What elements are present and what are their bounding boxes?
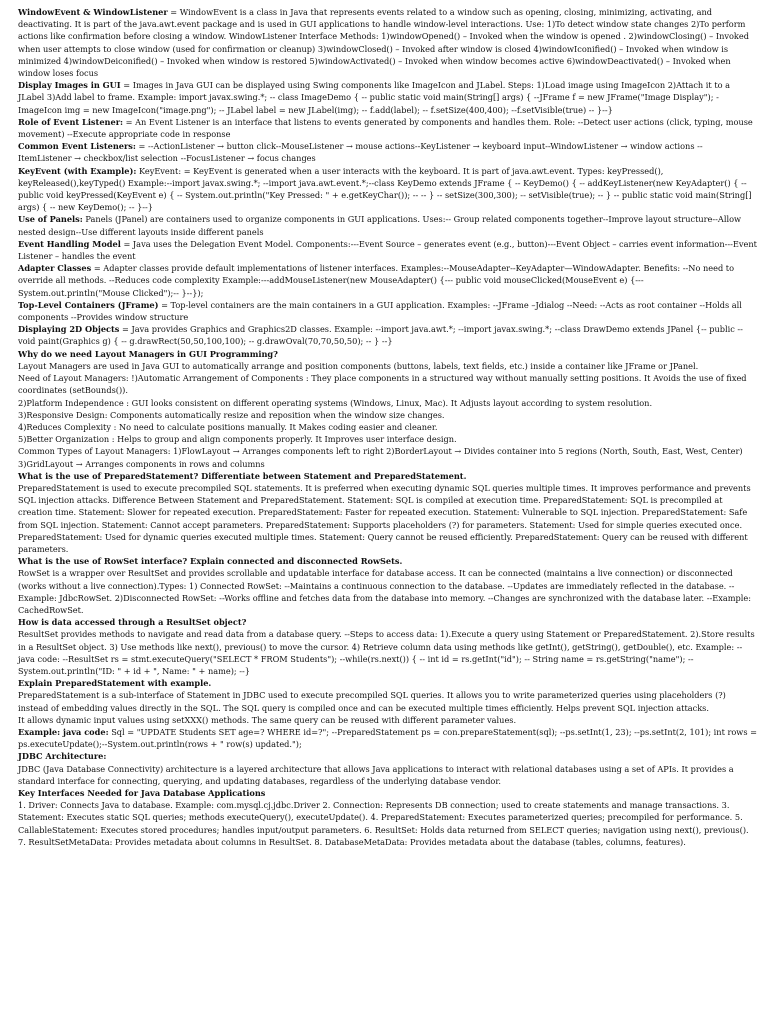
- paragraph-heading: What is the use of RowSet interface? Explain connected and disconnected RowSets.: [18, 556, 403, 567]
- paragraph-text: = An Event Listener is an interface that listens to events generated by components and handles them. Role: --Detect user actions (click, typing, mouse movement) --Execute appropriate code in response: [18, 116, 753, 140]
- paragraph-text: ResultSet provides methods to navigate and read data from a database query. --Steps to access data: 1).Execute a query using Statement or PreparedStatement. 2).Store results in a ResultSet object. 3) Use methods like next(), previous() to move the cursor. 4) Retrieve column data using methods like getInt(), getString(), getDouble(), etc. Example: -- java code: --ResultSet rs = stmt.executeQuery("SELECT * FROM Students"); --while(rs.next()) { -- int id = rs.getInt("id"); -- String name = rs.getString("name"); -- System.out.println("ID: " + id + ", Name: " + name); --}: [18, 629, 755, 676]
- paragraph-heading: What is the use of PreparedStatement? Differentiate between Statement and PreparedStatement.: [18, 470, 467, 481]
- paragraph: [18, 262, 758, 299]
- paragraph-heading: Display Images in GUI: [18, 80, 121, 91]
- paragraph-heading: Use of Panels:: [18, 214, 83, 225]
- paragraph-text: It allows dynamic input values using setXXX() methods. The same query can be reused with different parameter values.: [18, 714, 517, 725]
- paragraph: [18, 799, 758, 848]
- paragraph-text: 5)Better Organization : Helps to group and align components properly. It Improves user interface design.: [18, 434, 457, 445]
- paragraph-text: 4)Reduces Complexity : No need to calculate positions manually. It Makes coding easier and cleaner.: [18, 421, 438, 432]
- paragraph-text: = WindowEvent is a class in Java that represents events related to a window such as opening, closing, minimizing, activating, and deactivating. It is part of the java.awt.event package and is used in GUI applications to handle window-level interactions. Use: 1)To detect window state changes 2)To perform actions like confirmation before closing a window. WindowListener Interface Methods: 1)windowOpened() – Invoked when the window is opened . 2)windowClosing() – Invoked when user attempts to close window (used for confirmation or cleanup) 3)windowClosed() – Invoked after window is closed 4)windowIconified() – Invoked when window is minimized 4)windowDeiconified() – Invoked when window is restored 5)windowActivated() – Invoked when window becomes active 6)windowDeactivated() – Invoked when window loses focus: [18, 7, 749, 79]
- paragraph-text: = Adapter classes provide default implementations of listener interfaces. Examples:--MouseAdapter--KeyAdapter—WindowAdapter. Benefits: --No need to override all methods. --Reduces code complexity Example:---addMouseListener(new MouseAdapter() {--- public void mouseClicked(MouseEvent e) {--- System.out.println("Mouse Clicked");-- }--});: [18, 263, 735, 298]
- paragraph-heading: Displaying 2D Objects: [18, 324, 120, 335]
- paragraph: [18, 213, 758, 237]
- paragraph: [18, 470, 758, 482]
- paragraph-text: Common Types of Layout Managers: 1)FlowLayout → Arranges components left to right 2)BorderLayout → Divides container into 5 regions (North, South, East, West, Center) 3)GridLayout → Arranges components in rows and columns: [18, 446, 743, 469]
- paragraph: [18, 323, 758, 347]
- paragraph: [18, 445, 758, 469]
- paragraph-text: KeyEvent: = KeyEvent is generated when a user interacts with the keyboard. It is part of java.awt.event. Types: keyPressed(), keyReleased(),keyTyped() Example:--import javax.swing.*; --import java.awt.event.*;--class KeyDemo extends JFrame { -- KeyDemo() { -- addKeyListener(new KeyAdapter() { -- public void keyPressed(KeyEvent e) { -- System.out.println("Key Pressed: " + e.getKeyChar()); -- -- } -- setSize(300,300); -- setVisible(true); -- } -- public static void main(String[] args) { -- new KeyDemo(); -- }--}: [18, 165, 752, 213]
- paragraph: [18, 299, 758, 323]
- paragraph: [18, 677, 758, 689]
- paragraph-heading: WindowEvent & WindowListener: [18, 7, 168, 17]
- paragraph-text: 1. Driver: Connects Java to database. Example: com.mysql.cj.jdbc.Driver 2. Connection: Represents DB connection; used to create statements and manage transactions. 3. Statement: Executes static SQL queries; methods executeQuery(), executeUpdate(). 4. PreparedStatement: Executes parameterized queries; precompiled for performance. 5. CallableStatement: Executes stored procedures; handles input/output parameters. 6. ResultSet: Holds data returned from SELECT queries; navigation using next(), previous(). 7. ResultSetMetaData: Provides metadata about columns in ResultSet. 8. DatabaseMetaData: Provides metadata about the database (tables, columns, features).: [18, 800, 749, 847]
- paragraph-heading: JDBC Architecture:: [18, 751, 107, 762]
- paragraph: [18, 714, 758, 726]
- paragraph: [18, 726, 758, 750]
- paragraph-heading: Event Handling Model: [18, 238, 121, 249]
- paragraph-heading: Key Interfaces Needed for Java Database Applications: [18, 788, 266, 798]
- paragraph: [18, 787, 758, 799]
- paragraph-heading: KeyEvent (with Example):: [18, 165, 137, 176]
- paragraph-heading: Adapter Classes: [18, 263, 92, 274]
- paragraph: [18, 482, 758, 555]
- paragraph-text: Layout Managers are used in Java GUI to automatically arrange and position components (buttons, labels, text fields, etc.) inside a container like JFrame or JPanel.: [18, 360, 699, 371]
- paragraph: [18, 555, 758, 567]
- paragraph-text: = Java uses the Delegation Event Model. Components:---Event Source – generates event (e.g., button)---Event Object – carries event information---Event Listener – handles the event: [18, 238, 757, 262]
- paragraph: [18, 750, 758, 762]
- paragraph-text: RowSet is a wrapper over ResultSet and provides scrollable and updatable interface for database access. It can be connected (maintains a live connection) or disconnected (works without a live connection).Types: 1) Connected RowSet: --Maintains a continuous connection to the database. --Updates are immediately reflected in the database. --Example: JdbcRowSet. 2)Disconnected RowSet: --Works offline and fetches data from the database into memory. --Changes are synchronized with the database later. --Example: CachedRowSet.: [18, 568, 752, 615]
- paragraph-text: = Java provides Graphics and Graphics2D classes. Example: --import java.awt.*; --import javax.swing.*; --class DrawDemo extends JPanel {-- public --void paint(Graphics g) { -- g.drawRect(50,50,100,100); -- g.drawOval(70,70,50,50); -- } --}: [18, 324, 743, 347]
- paragraph: [18, 421, 758, 433]
- paragraph-text: 2)Platform Independence : GUI looks consistent on different operating systems (Windows, Linux, Mac). It Adjusts layout according to system resolution.: [18, 397, 653, 408]
- paragraph-heading: Why do we need Layout Managers in GUI Programming?: [18, 348, 278, 359]
- paragraph: [18, 409, 758, 421]
- paragraph-text: JDBC (Java Database Connectivity) architecture is a layered architecture that allows Java applications to interact with relational databases using a set of APIs. It provides a standard interface for connecting, querying, and updating databases, regardless of the underlying database vendor.: [18, 763, 734, 786]
- paragraph-heading: Explain PreparedStatement with example.: [18, 678, 212, 689]
- paragraph-heading: Common Event Listeners:: [18, 141, 136, 152]
- paragraph: [18, 689, 758, 713]
- paragraph: [18, 567, 758, 616]
- paragraph: [18, 238, 758, 262]
- paragraph: [18, 360, 758, 372]
- paragraph: [18, 6, 758, 79]
- paragraph: [18, 628, 758, 677]
- paragraph-text: Panels (JPanel) are containers used to organize components in GUI applications. Uses:-- Group related components together--Improve layout structure--Allow nested design--Use different layouts inside different panels: [18, 214, 742, 237]
- paragraph-text: = Top-level containers are the main containers in a GUI application. Examples: --JFrame –Jdialog --Need: --Acts as root container --Holds all components --Provides window structure: [18, 299, 742, 323]
- paragraph: [18, 348, 758, 360]
- paragraph-text: Sql = "UPDATE Students SET age=? WHERE id=?"; --PreparedStatement ps = con.prepareStatement(sql); --ps.setInt(1, 23); --ps.setInt(2, 101); int rows = ps.executeUpdate();--System.out.println(rows + " row(s) updated.");: [18, 726, 757, 750]
- paragraph: [18, 616, 758, 628]
- paragraph-heading: Top-Level Containers (JFrame): [18, 299, 159, 310]
- paragraph-text: PreparedStatement is a sub-interface of Statement in JDBC used to execute precompiled SQL queries. It allows you to write parameterized queries using placeholders (?) instead of embedding values directly in the SQL. The SQL query is compiled once and can be executed multiple times efficiently. Helps prevent SQL injection attacks.: [18, 690, 726, 713]
- paragraph-heading: How is data accessed through a ResultSet object?: [18, 617, 247, 628]
- paragraph-text: 3)Responsive Design: Components automatically resize and reposition when the window size changes.: [18, 409, 445, 420]
- paragraph-heading: Example: java code:: [18, 726, 109, 737]
- paragraph: [18, 372, 758, 396]
- paragraph: [18, 140, 758, 164]
- paragraph: [18, 79, 758, 116]
- paragraph-text: Need of Layout Managers: !)Automatic Arrangement of Components : They place components in a structured way without manually setting positions. It Avoids the use of fixed coordinates (setBounds()).: [18, 373, 747, 396]
- paragraph: [18, 116, 758, 140]
- paragraph-text: = --ActionListener → button click--MouseListener → mouse actions--KeyListener → keyboard input--WindowListener → window actions -- ItemListener → checkbox/list selection --FocusListener → focus changes: [18, 141, 703, 164]
- paragraph-text: = Images in Java GUI can be displayed using Swing components like ImageIcon and JLabel. Steps: 1)Load image using ImageIcon 2)Attach it to a JLabel 3)Add label to frame. Example: import javax.swing.*; -- class ImageDemo { -- public static void main(String[] args) { --JFrame f = new JFrame("Image Display"); - ImageIcon img = new ImageIcon("image.png"); -- JLabel label = new JLabel(img); -- f.add(label); -- f.setSize(400,400); --f.setVisible(true) -- }--}: [18, 80, 731, 115]
- paragraph-text: PreparedStatement is used to execute precompiled SQL statements. It is preferred when executing dynamic SQL queries multiple times. It improves performance and prevents SQL injection attacks. Difference Between Statement and PreparedStatement. Statement: SQL is compiled at execution time. PreparedStatement: SQL is precompiled at creation time. Statement: Slower for repeated execution. PreparedStatement: Faster for repeated execution. Statement: Vulnerable to SQL injection. PreparedStatement: Safe from SQL injection. Statement: Cannot accept parameters. PreparedStatement: Supports placeholders (?) for parameters. Statement: Used for simple queries executed once. PreparedStatement: Used for dynamic queries executed multiple times. Statement: Query cannot be reused efficiently. PreparedStatement: Query can be reused with different parameters.: [18, 482, 751, 554]
- paragraph: [18, 433, 758, 445]
- paragraph: [18, 397, 758, 409]
- paragraph-heading: Role of Event Listener:: [18, 116, 124, 127]
- paragraph: [18, 763, 758, 787]
- paragraph: [18, 165, 758, 214]
